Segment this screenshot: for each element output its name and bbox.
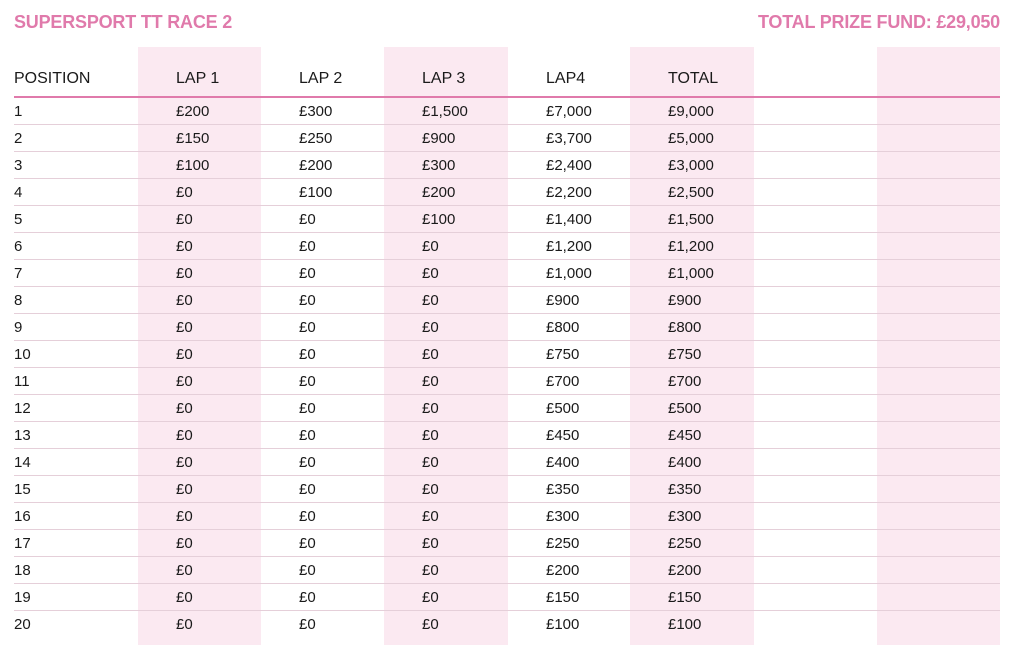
total-cell: £700 bbox=[630, 368, 754, 395]
lap-4-cell: £3,700 bbox=[508, 125, 630, 152]
table-row bbox=[14, 97, 1000, 125]
position-cell: 11 bbox=[14, 368, 138, 395]
lap-4-cell: £150 bbox=[508, 584, 630, 611]
lap-1-cell: £0 bbox=[138, 287, 261, 314]
table-row bbox=[14, 422, 1000, 449]
lap-3-cell: £200 bbox=[384, 179, 508, 206]
position-cell: 7 bbox=[14, 260, 138, 287]
lap-2-cell: £0 bbox=[261, 314, 384, 341]
total-cell: £500 bbox=[630, 395, 754, 422]
blank-cell bbox=[754, 395, 877, 422]
total-cell: £200 bbox=[630, 557, 754, 584]
blank-cell bbox=[754, 97, 877, 125]
lap-3-cell: £0 bbox=[384, 557, 508, 584]
blank-cell bbox=[754, 503, 877, 530]
table-row bbox=[14, 179, 1000, 206]
blank-cell bbox=[754, 125, 877, 152]
table-row bbox=[14, 611, 1000, 638]
blank-cell bbox=[754, 287, 877, 314]
lap-4-cell: £700 bbox=[508, 368, 630, 395]
lap-3-cell: £0 bbox=[384, 449, 508, 476]
table-row bbox=[14, 260, 1000, 287]
blank-cell bbox=[754, 449, 877, 476]
total-cell: £400 bbox=[630, 449, 754, 476]
lap-1-cell: £0 bbox=[138, 449, 261, 476]
total-cell: £1,000 bbox=[630, 260, 754, 287]
column-header-blank-2 bbox=[877, 47, 1000, 97]
position-cell: 20 bbox=[14, 615, 31, 633]
blank-cell bbox=[877, 449, 1000, 476]
lap-2-cell: £0 bbox=[261, 530, 384, 557]
table-row bbox=[14, 125, 1000, 152]
lap-4-cell: £1,200 bbox=[508, 233, 630, 260]
position-cell: 13 bbox=[14, 422, 138, 449]
lap-4-cell: £2,200 bbox=[508, 179, 630, 206]
lap-3-cell: £0 bbox=[384, 368, 508, 395]
lap-2-cell: £0 bbox=[261, 287, 384, 314]
race-title: SUPERSPORT TT RACE 2 bbox=[14, 12, 233, 32]
lap-1-cell: £100 bbox=[138, 152, 261, 179]
blank-cell bbox=[877, 179, 1000, 206]
total-cell: £800 bbox=[630, 314, 754, 341]
table-row bbox=[14, 530, 1000, 557]
lap-3-cell: £900 bbox=[384, 125, 508, 152]
lap-4-cell: £500 bbox=[508, 395, 630, 422]
lap-1-cell: £0 bbox=[138, 476, 261, 503]
column-header-lap-2: LAP 2 bbox=[261, 47, 384, 97]
total-cell: £350 bbox=[630, 476, 754, 503]
position-cell: 4 bbox=[14, 179, 138, 206]
lap-2-cell: £0 bbox=[261, 395, 384, 422]
lap-4-cell: £900 bbox=[508, 287, 630, 314]
table-row bbox=[14, 152, 1000, 179]
blank-cell bbox=[754, 233, 877, 260]
lap-2-cell: £0 bbox=[261, 233, 384, 260]
total-cell: £450 bbox=[630, 422, 754, 449]
lap-2-cell: £250 bbox=[261, 125, 384, 152]
total-cell: £1,500 bbox=[630, 206, 754, 233]
position-cell: 2 bbox=[14, 125, 138, 152]
table-row bbox=[14, 206, 1000, 233]
blank-cell bbox=[754, 206, 877, 233]
blank-cell bbox=[877, 125, 1000, 152]
lap-4-cell: £800 bbox=[508, 314, 630, 341]
table-row bbox=[14, 557, 1000, 584]
total-prize-fund: TOTAL PRIZE FUND: £29,050 bbox=[757, 12, 1000, 32]
blank-cell bbox=[877, 503, 1000, 530]
position-cell: 19 bbox=[14, 584, 138, 611]
position-cell: 5 bbox=[14, 206, 138, 233]
lap-1-cell: £0 bbox=[138, 422, 261, 449]
position-cell: 14 bbox=[14, 449, 138, 476]
lap-2-cell: £0 bbox=[261, 503, 384, 530]
prize-table bbox=[14, 47, 1000, 637]
prize-table-body bbox=[14, 97, 1000, 637]
lap-3-cell: £0 bbox=[384, 341, 508, 368]
blank-cell bbox=[754, 530, 877, 557]
total-cell: £750 bbox=[630, 341, 754, 368]
blank-cell bbox=[877, 422, 1000, 449]
lap-3-cell: £0 bbox=[384, 476, 508, 503]
column-header-lap-1: LAP 1 bbox=[138, 47, 261, 97]
lap-1-cell: £0 bbox=[138, 557, 261, 584]
position-cell: 12 bbox=[14, 395, 138, 422]
lap-3-cell: £0 bbox=[384, 233, 508, 260]
total-cell: £9,000 bbox=[630, 97, 754, 125]
table-row bbox=[14, 341, 1000, 368]
position-cell: 16 bbox=[14, 503, 138, 530]
blank-cell bbox=[877, 476, 1000, 503]
position-cell: 8 bbox=[14, 287, 138, 314]
position-cell: 15 bbox=[14, 476, 138, 503]
lap-2-cell: £0 bbox=[299, 615, 316, 633]
blank-cell bbox=[754, 152, 877, 179]
total-cell: £3,000 bbox=[630, 152, 754, 179]
total-cell: £900 bbox=[630, 287, 754, 314]
blank-cell bbox=[877, 260, 1000, 287]
blank-cell bbox=[754, 422, 877, 449]
lap-1-cell: £0 bbox=[138, 341, 261, 368]
lap-1-cell: £0 bbox=[176, 615, 193, 633]
lap-1-cell: £0 bbox=[138, 368, 261, 395]
lap-4-cell: £7,000 bbox=[508, 97, 630, 125]
lap-4-cell: £250 bbox=[508, 530, 630, 557]
lap-1-cell: £0 bbox=[138, 206, 261, 233]
blank-cell bbox=[754, 260, 877, 287]
lap-3-cell: £0 bbox=[384, 395, 508, 422]
lap-4-cell: £350 bbox=[508, 476, 630, 503]
position-cell: 6 bbox=[14, 233, 138, 260]
lap-3-cell: £0 bbox=[384, 287, 508, 314]
blank-cell bbox=[877, 233, 1000, 260]
blank-cell bbox=[754, 557, 877, 584]
lap-2-cell: £0 bbox=[261, 557, 384, 584]
lap-3-cell: £0 bbox=[422, 615, 439, 633]
lap-2-cell: £0 bbox=[261, 341, 384, 368]
total-cell: £250 bbox=[630, 530, 754, 557]
lap-2-cell: £300 bbox=[261, 97, 384, 125]
table-row bbox=[14, 368, 1000, 395]
column-header-total: TOTAL bbox=[630, 47, 754, 97]
blank-cell bbox=[754, 341, 877, 368]
lap-3-cell: £0 bbox=[384, 530, 508, 557]
lap-3-cell: £0 bbox=[384, 503, 508, 530]
total-cell: £150 bbox=[630, 584, 754, 611]
table-row bbox=[14, 503, 1000, 530]
column-header-position: POSITION bbox=[14, 47, 138, 97]
lap-4-cell: £2,400 bbox=[508, 152, 630, 179]
total-cell: £5,000 bbox=[630, 125, 754, 152]
table-row bbox=[14, 395, 1000, 422]
blank-cell bbox=[877, 584, 1000, 611]
blank-cell bbox=[877, 152, 1000, 179]
lap-2-cell: £0 bbox=[261, 422, 384, 449]
lap-2-cell: £0 bbox=[261, 260, 384, 287]
lap-2-cell: £0 bbox=[261, 368, 384, 395]
table-header-row bbox=[14, 47, 1000, 97]
blank-cell bbox=[877, 341, 1000, 368]
blank-cell bbox=[754, 368, 877, 395]
blank-cell bbox=[754, 611, 877, 638]
column-header-lap-4: LAP4 bbox=[508, 47, 630, 97]
position-cell: 10 bbox=[14, 341, 138, 368]
position-cell: 9 bbox=[14, 314, 138, 341]
blank-cell bbox=[877, 314, 1000, 341]
lap-4-cell: £400 bbox=[508, 449, 630, 476]
position-cell: 1 bbox=[14, 97, 138, 125]
lap-3-cell: £0 bbox=[384, 260, 508, 287]
lap-4-cell: £1,400 bbox=[508, 206, 630, 233]
lap-4-cell: £200 bbox=[508, 557, 630, 584]
total-cell: £2,500 bbox=[630, 179, 754, 206]
blank-cell bbox=[877, 287, 1000, 314]
position-cell: 18 bbox=[14, 557, 138, 584]
column-header-blank-1 bbox=[754, 47, 877, 97]
lap-1-cell: £0 bbox=[138, 179, 261, 206]
lap-1-cell: £0 bbox=[138, 260, 261, 287]
blank-cell bbox=[754, 476, 877, 503]
table-row bbox=[14, 584, 1000, 611]
lap-1-cell: £0 bbox=[138, 395, 261, 422]
total-cell: £300 bbox=[630, 503, 754, 530]
lap-1-cell: £0 bbox=[138, 233, 261, 260]
lap-2-cell: £0 bbox=[261, 584, 384, 611]
blank-cell bbox=[877, 368, 1000, 395]
table-row bbox=[14, 233, 1000, 260]
lap-4-cell: £450 bbox=[508, 422, 630, 449]
table-row bbox=[14, 314, 1000, 341]
lap-2-cell: £100 bbox=[261, 179, 384, 206]
position-cell: 17 bbox=[14, 530, 138, 557]
lap-2-cell: £0 bbox=[261, 449, 384, 476]
lap-4-cell: £750 bbox=[508, 341, 630, 368]
lap-3-cell: £300 bbox=[384, 152, 508, 179]
lap-3-cell: £1,500 bbox=[384, 97, 508, 125]
blank-cell bbox=[754, 584, 877, 611]
blank-cell bbox=[877, 97, 1000, 125]
table-row bbox=[14, 476, 1000, 503]
lap-3-cell: £100 bbox=[384, 206, 508, 233]
table-row bbox=[14, 287, 1000, 314]
total-cell: £1,200 bbox=[630, 233, 754, 260]
lap-3-cell: £0 bbox=[384, 314, 508, 341]
column-header-lap-3: LAP 3 bbox=[384, 47, 508, 97]
lap-3-cell: £0 bbox=[384, 422, 508, 449]
lap-2-cell: £0 bbox=[261, 206, 384, 233]
lap-1-cell: £150 bbox=[138, 125, 261, 152]
total-cell: £100 bbox=[668, 615, 702, 633]
blank-cell bbox=[877, 611, 1000, 638]
table-row bbox=[14, 449, 1000, 476]
lap-1-cell: £0 bbox=[138, 584, 261, 611]
lap-2-cell: £200 bbox=[261, 152, 384, 179]
blank-cell bbox=[877, 395, 1000, 422]
blank-cell bbox=[877, 206, 1000, 233]
lap-1-cell: £0 bbox=[138, 314, 261, 341]
blank-cell bbox=[754, 179, 877, 206]
lap-4-cell: £1,000 bbox=[508, 260, 630, 287]
blank-cell bbox=[877, 557, 1000, 584]
position-cell: 3 bbox=[14, 152, 138, 179]
lap-3-cell: £0 bbox=[384, 584, 508, 611]
blank-cell bbox=[877, 530, 1000, 557]
lap-1-cell: £0 bbox=[138, 503, 261, 530]
lap-2-cell: £0 bbox=[261, 476, 384, 503]
lap-1-cell: £0 bbox=[138, 530, 261, 557]
lap-1-cell: £200 bbox=[138, 97, 261, 125]
lap-4-cell: £100 bbox=[546, 615, 580, 633]
blank-cell bbox=[754, 314, 877, 341]
lap-4-cell: £300 bbox=[508, 503, 630, 530]
